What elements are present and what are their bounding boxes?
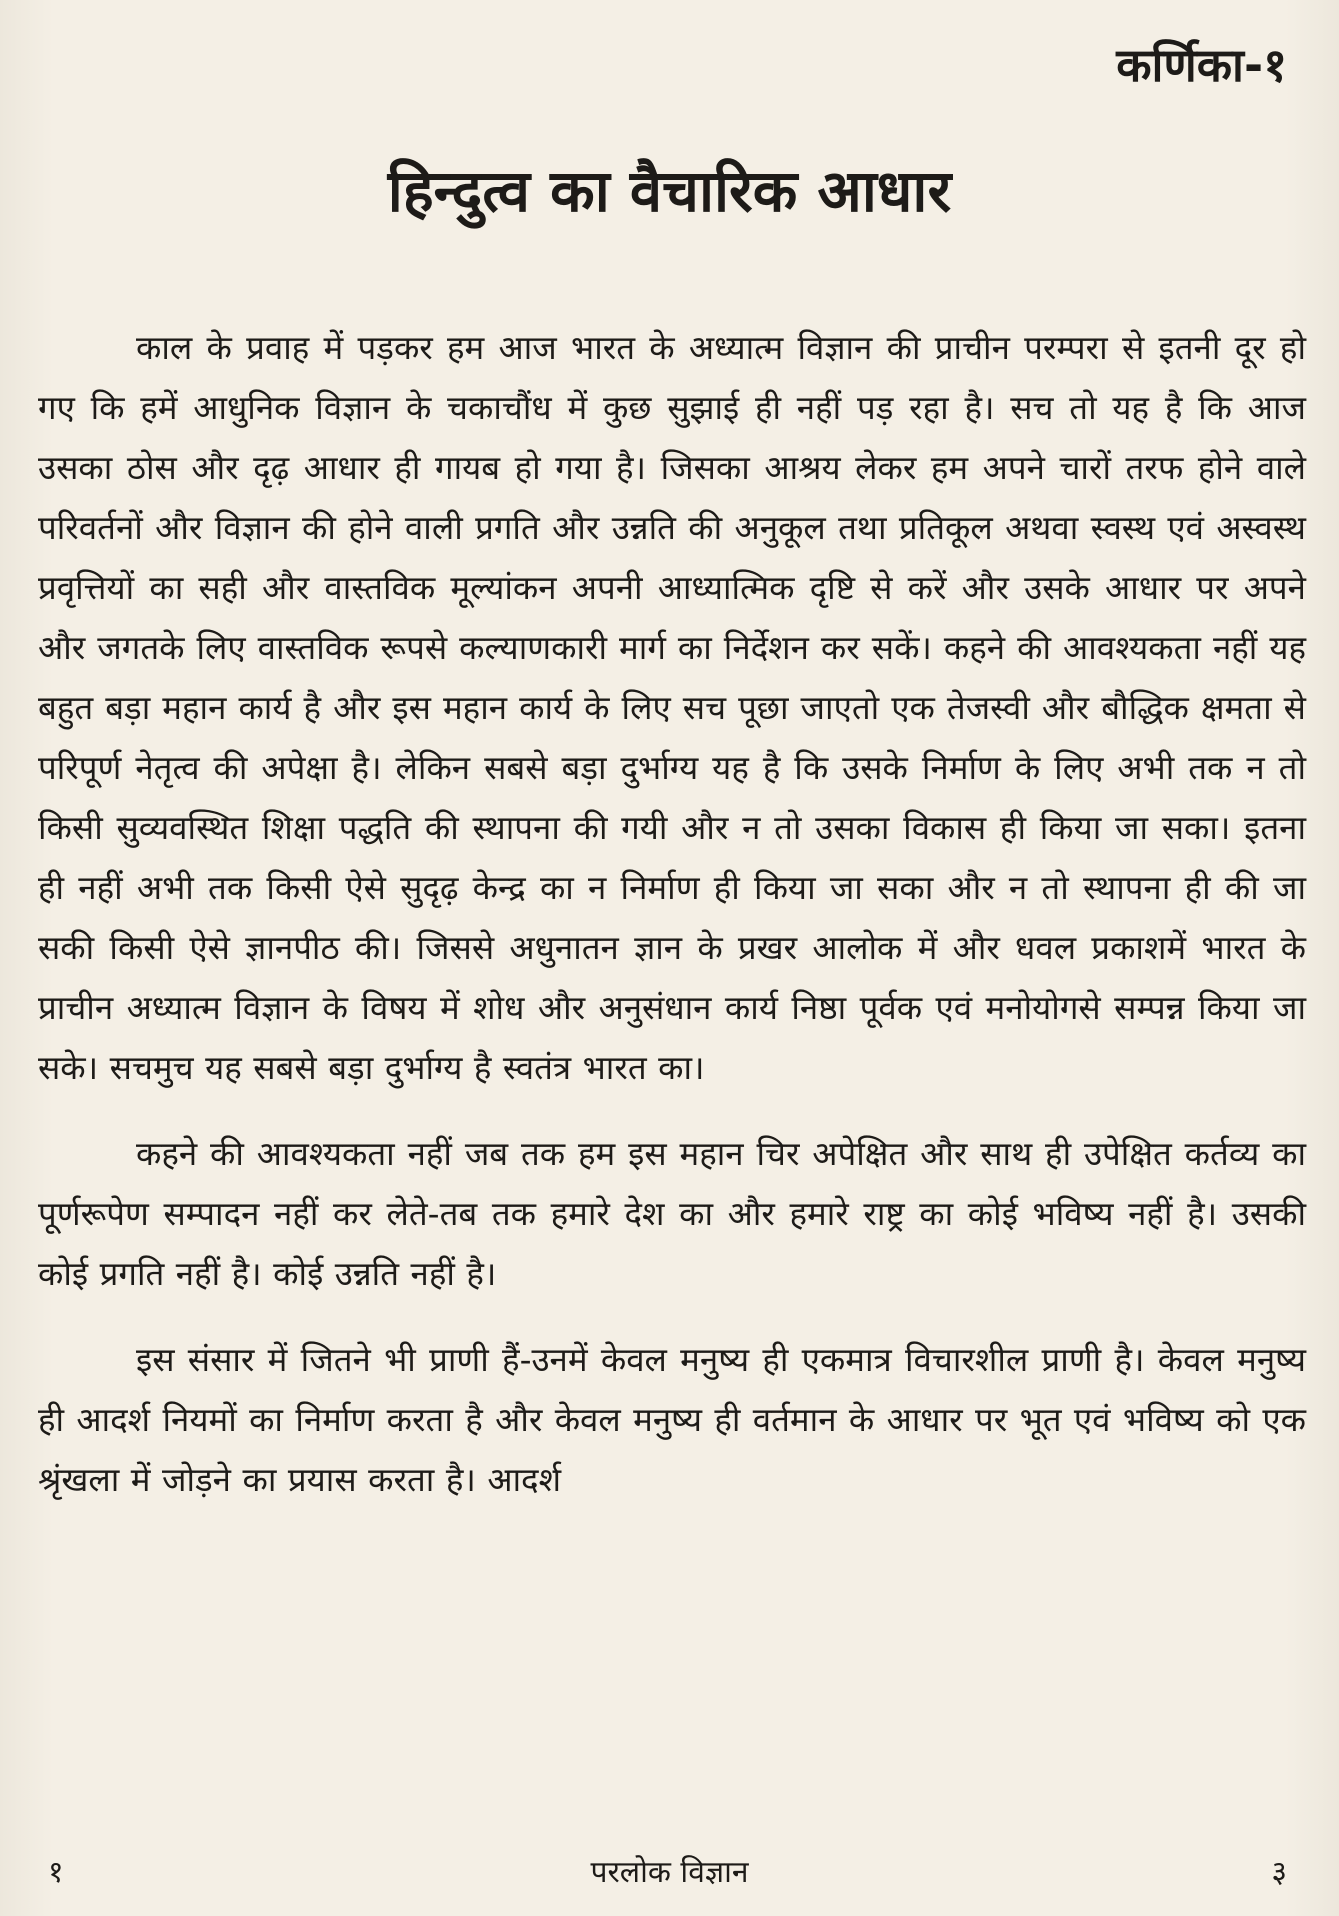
body-text (38, 318, 1306, 1536)
chapter-title: हिन्दुत्व का वैचारिक आधार (387, 157, 952, 225)
chapter-label: कर्णिका-१ (1116, 38, 1287, 92)
paragraph-1: काल के प्रवाह में पड़कर हम आज भारत के अध्यात्म विज्ञान की प्राचीन परम्परा से इतनी दूर हो गए कि हमें आधुनिक विज्ञान के चकाचौंध में कुछ सुझाई ही नहीं पड़ रहा है। सच तो यह है कि आज उसका ठोस और दृढ़ आधार ही गायब हो गया है। जिसका आश्रय लेकर हम अपने चारों तरफ होने वाले परिवर्तनों और विज्ञान की होने वाली प्रगति और उन्नति की अनुकूल तथा प्रतिकूल अथवा स्वस्थ एवं अस्वस्थ प्रवृत्तियों का सही और वास्तविक मूल्यांकन अपनी आध्यात्मिक दृष्टि से करें और उसके आधार पर अपने और जगतके लिए वास्तविक रूपसे कल्याणकारी मार्ग का निर्देशन कर सकें। कहने की आवश्यकता नहीं यह बहुत बड़ा महान कार्य है और इस महान कार्य के लिए सच पूछा जाएतो एक तेजस्वी और बौद्धिक क्षमता से परिपूर्ण नेतृत्व की अपेक्षा है। लेकिन सबसे बड़ा दुर्भाग्य यह है कि उसके निर्माण के लिए अभी तक न तो किसी सुव्यवस्थित शिक्षा पद्धति की स्थापना की गयी और न तो उसका विकास ही किया जा सका। इतना ही नहीं अभी तक किसी ऐसे सुदृढ़ केन्द्र का न निर्माण ही किया जा सका और न तो स्थापना ही की जा सकी किसी ऐसे ज्ञानपीठ की। जिससे अधुनातन ज्ञान के प्रखर आलोक में और धवल प्रकाशमें भारत के प्राचीन अध्यात्म विज्ञान के विषय में शोध और अनुसंधान कार्य निष्ठा पूर्वक एवं मनोयोगसे सम्पन्न किया जा सके। सचमुच यह सबसे बड़ा दुर्भाग्य है स्वतंत्र भारत का। (38, 328, 1306, 1087)
page-number: ३ (1271, 1855, 1287, 1890)
paragraph-3: इस संसार में जितने भी प्राणी हैं-उनमें केवल मनुष्य ही एकमात्र विचारशील प्राणी है। केवल मनुष्य ही आदर्श नियमों का निर्माण करता है और केवल मनुष्य ही वर्तमान के आधार पर भूत एवं भविष्य को एक श्रृंखला में जोड़ने का प्रयास करता है। आदर्श (38, 1340, 1306, 1499)
book-name: परलोक विज्ञान (590, 1855, 749, 1890)
footer-left-number: १ (48, 1855, 64, 1890)
paragraph-2: कहने की आवश्यकता नहीं जब तक हम इस महान चिर अपेक्षित और साथ ही उपेक्षित कर्तव्य का पूर्णरूपेण सम्पादन नहीं कर लेते-तब तक हमारे देश का और हमारे राष्ट्र का कोई भविष्य नहीं है। उसकी कोई प्रगति नहीं है। कोई उन्नति नहीं है। (38, 1134, 1306, 1293)
page-footer (0, 1848, 1339, 1898)
